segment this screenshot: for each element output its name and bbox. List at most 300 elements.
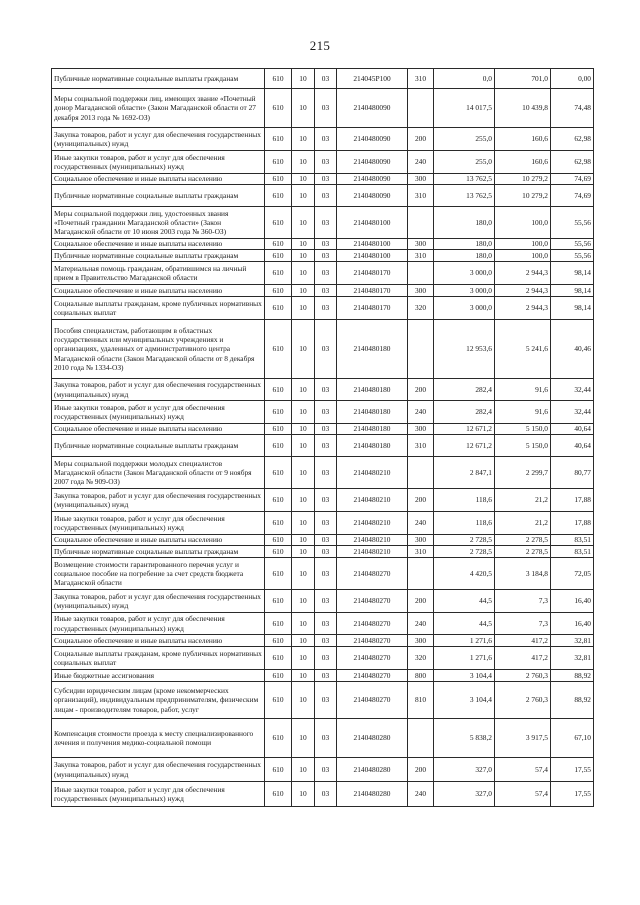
expense-type-code: 300 bbox=[408, 239, 434, 250]
section-code: 10 bbox=[292, 250, 315, 262]
subsection-code: 03 bbox=[315, 207, 337, 239]
row-name: Публичные нормативные социальные выплаты гражданам bbox=[52, 69, 265, 89]
section-code: 10 bbox=[292, 590, 315, 613]
subsection-code: 03 bbox=[315, 635, 337, 647]
execution-percent: 74,69 bbox=[551, 174, 594, 185]
target-code: 2140480270 bbox=[337, 670, 408, 682]
planned-amount: 255,0 bbox=[434, 128, 495, 151]
planned-amount: 3 104,4 bbox=[434, 682, 495, 719]
subsection-code: 03 bbox=[315, 424, 337, 435]
expense-type-code bbox=[408, 320, 434, 379]
row-name: Социальное обеспечение и иные выплаты населению bbox=[52, 635, 265, 647]
subsection-code: 03 bbox=[315, 647, 337, 670]
target-code: 2140480210 bbox=[337, 457, 408, 489]
table-row bbox=[52, 285, 594, 297]
ministry-code: 610 bbox=[265, 89, 292, 128]
executed-amount: 2 944,3 bbox=[495, 297, 551, 320]
planned-amount: 180,0 bbox=[434, 207, 495, 239]
row-name: Пособия специалистам, работающим в областных государственных или муниципальных учреждениях и организациях, удаленных от административного центра Магаданской области (Закон Магаданской области от 8 декабря 2010 года № 1334-ОЗ) bbox=[52, 320, 265, 379]
page-number: 215 bbox=[309, 38, 331, 53]
subsection-code: 03 bbox=[315, 89, 337, 128]
planned-amount: 1 271,6 bbox=[434, 647, 495, 670]
section-code: 10 bbox=[292, 719, 315, 758]
planned-amount: 118,6 bbox=[434, 489, 495, 512]
row-name: Субсидии юридическим лицам (кроме некоммерческих организаций), индивидуальным предпринимателям, физическим лицам - производителям товаров, работ, услуг bbox=[52, 682, 265, 719]
execution-percent: 62,98 bbox=[551, 128, 594, 151]
section-code: 10 bbox=[292, 635, 315, 647]
row-name: Иные закупки товаров, работ и услуг для обеспечения государственных (муниципальных) нужд bbox=[52, 151, 265, 174]
table-row bbox=[52, 758, 594, 782]
section-code: 10 bbox=[292, 262, 315, 285]
planned-amount: 2 728,5 bbox=[434, 535, 495, 546]
execution-percent: 32,44 bbox=[551, 379, 594, 401]
row-name: Закупка товаров, работ и услуг для обеспечения государственных (муниципальных) нужд bbox=[52, 489, 265, 512]
execution-percent: 40,64 bbox=[551, 435, 594, 457]
expense-type-code: 310 bbox=[408, 250, 434, 262]
execution-percent: 0,00 bbox=[551, 69, 594, 89]
target-code: 2140480270 bbox=[337, 590, 408, 613]
executed-amount: 5 150,0 bbox=[495, 424, 551, 435]
table-row bbox=[52, 185, 594, 207]
executed-amount: 3 917,5 bbox=[495, 719, 551, 758]
section-code: 10 bbox=[292, 207, 315, 239]
executed-amount: 7,3 bbox=[495, 590, 551, 613]
subsection-code: 03 bbox=[315, 682, 337, 719]
row-name: Возмещение стоимости гарантированного перечня услуг и социальное пособие на погребение за счет средств бюджета Магаданской области bbox=[52, 558, 265, 590]
execution-percent: 98,14 bbox=[551, 262, 594, 285]
planned-amount: 180,0 bbox=[434, 250, 495, 262]
expense-type-code: 300 bbox=[408, 535, 434, 546]
executed-amount: 100,0 bbox=[495, 207, 551, 239]
table-row bbox=[52, 457, 594, 489]
execution-percent: 17,88 bbox=[551, 489, 594, 512]
execution-percent: 98,14 bbox=[551, 297, 594, 320]
expense-type-code: 300 bbox=[408, 635, 434, 647]
row-name: Иные закупки товаров, работ и услуг для обеспечения государственных (муниципальных) нужд bbox=[52, 613, 265, 635]
ministry-code: 610 bbox=[265, 401, 292, 424]
subsection-code: 03 bbox=[315, 435, 337, 457]
expense-type-code: 320 bbox=[408, 647, 434, 670]
target-code: 2140480270 bbox=[337, 647, 408, 670]
row-name: Публичные нормативные социальные выплаты гражданам bbox=[52, 185, 265, 207]
target-code: 2140480090 bbox=[337, 151, 408, 174]
target-code: 2140480100 bbox=[337, 239, 408, 250]
section-code: 10 bbox=[292, 435, 315, 457]
expense-type-code: 310 bbox=[408, 435, 434, 457]
row-name: Социальное обеспечение и иные выплаты населению bbox=[52, 535, 265, 546]
row-name: Публичные нормативные социальные выплаты гражданам bbox=[52, 546, 265, 558]
expense-type-code: 240 bbox=[408, 512, 434, 535]
section-code: 10 bbox=[292, 489, 315, 512]
executed-amount: 2 278,5 bbox=[495, 546, 551, 558]
ministry-code: 610 bbox=[265, 535, 292, 546]
expense-type-code: 200 bbox=[408, 489, 434, 512]
planned-amount: 44,5 bbox=[434, 590, 495, 613]
executed-amount: 10 279,2 bbox=[495, 185, 551, 207]
executed-amount: 10 439,8 bbox=[495, 89, 551, 128]
expense-type-code bbox=[408, 457, 434, 489]
execution-percent: 62,98 bbox=[551, 151, 594, 174]
row-name: Меры социальной поддержки молодых специалистов Магаданской области (Закон Магаданской области от 9 ноября 2007 года № 909-ОЗ) bbox=[52, 457, 265, 489]
expense-type-code: 200 bbox=[408, 128, 434, 151]
row-name: Закупка товаров, работ и услуг для обеспечения государственных (муниципальных) нужд bbox=[52, 379, 265, 401]
subsection-code: 03 bbox=[315, 262, 337, 285]
expense-type-code: 200 bbox=[408, 379, 434, 401]
ministry-code: 610 bbox=[265, 670, 292, 682]
table-row bbox=[52, 379, 594, 401]
executed-amount: 2 299,7 bbox=[495, 457, 551, 489]
planned-amount: 327,0 bbox=[434, 758, 495, 782]
planned-amount: 3 000,0 bbox=[434, 262, 495, 285]
target-code: 2140480180 bbox=[337, 379, 408, 401]
expense-type-code: 320 bbox=[408, 297, 434, 320]
planned-amount: 13 762,5 bbox=[434, 174, 495, 185]
subsection-code: 03 bbox=[315, 69, 337, 89]
target-code: 2140480270 bbox=[337, 682, 408, 719]
table-row bbox=[52, 546, 594, 558]
target-code: 2140480210 bbox=[337, 489, 408, 512]
planned-amount: 12 671,2 bbox=[434, 424, 495, 435]
ministry-code: 610 bbox=[265, 262, 292, 285]
section-code: 10 bbox=[292, 379, 315, 401]
ministry-code: 610 bbox=[265, 174, 292, 185]
expense-type-code: 310 bbox=[408, 185, 434, 207]
planned-amount: 5 838,2 bbox=[434, 719, 495, 758]
row-name: Иные закупки товаров, работ и услуг для обеспечения государственных (муниципальных) нужд bbox=[52, 401, 265, 424]
expense-type-code: 240 bbox=[408, 782, 434, 807]
subsection-code: 03 bbox=[315, 320, 337, 379]
executed-amount: 91,6 bbox=[495, 379, 551, 401]
section-code: 10 bbox=[292, 151, 315, 174]
target-code: 2140480170 bbox=[337, 297, 408, 320]
executed-amount: 160,6 bbox=[495, 128, 551, 151]
section-code: 10 bbox=[292, 174, 315, 185]
expense-type-code: 300 bbox=[408, 285, 434, 297]
expense-type-code: 310 bbox=[408, 69, 434, 89]
subsection-code: 03 bbox=[315, 670, 337, 682]
execution-percent: 32,44 bbox=[551, 401, 594, 424]
target-code: 214045Р100 bbox=[337, 69, 408, 89]
planned-amount: 13 762,5 bbox=[434, 185, 495, 207]
row-name: Публичные нормативные социальные выплаты гражданам bbox=[52, 250, 265, 262]
execution-percent: 16,40 bbox=[551, 613, 594, 635]
subsection-code: 03 bbox=[315, 719, 337, 758]
target-code: 2140480210 bbox=[337, 546, 408, 558]
table-row bbox=[52, 682, 594, 719]
expense-type-code: 300 bbox=[408, 174, 434, 185]
subsection-code: 03 bbox=[315, 457, 337, 489]
table-row bbox=[52, 719, 594, 758]
subsection-code: 03 bbox=[315, 379, 337, 401]
ministry-code: 610 bbox=[265, 250, 292, 262]
executed-amount: 21,2 bbox=[495, 489, 551, 512]
expense-type-code: 800 bbox=[408, 670, 434, 682]
executed-amount: 21,2 bbox=[495, 512, 551, 535]
executed-amount: 2 278,5 bbox=[495, 535, 551, 546]
execution-percent: 98,14 bbox=[551, 285, 594, 297]
target-code: 2140480100 bbox=[337, 207, 408, 239]
executed-amount: 417,2 bbox=[495, 647, 551, 670]
row-name: Меры социальной поддержки лиц, удостоенных звания «Почетный гражданин Магаданской области» (Закон Магаданской области от 10 июня 2003 года № 360-ОЗ) bbox=[52, 207, 265, 239]
executed-amount: 701,0 bbox=[495, 69, 551, 89]
expense-type-code: 810 bbox=[408, 682, 434, 719]
table-row bbox=[52, 647, 594, 670]
planned-amount: 2 728,5 bbox=[434, 546, 495, 558]
section-code: 10 bbox=[292, 546, 315, 558]
section-code: 10 bbox=[292, 457, 315, 489]
row-name: Социальные выплаты гражданам, кроме публичных нормативных социальных выплат bbox=[52, 297, 265, 320]
ministry-code: 610 bbox=[265, 719, 292, 758]
executed-amount: 2 944,3 bbox=[495, 285, 551, 297]
executed-amount: 5 150,0 bbox=[495, 435, 551, 457]
section-code: 10 bbox=[292, 782, 315, 807]
target-code: 2140480280 bbox=[337, 782, 408, 807]
expense-type-code: 300 bbox=[408, 424, 434, 435]
ministry-code: 610 bbox=[265, 69, 292, 89]
table-row bbox=[52, 590, 594, 613]
subsection-code: 03 bbox=[315, 297, 337, 320]
ministry-code: 610 bbox=[265, 546, 292, 558]
ministry-code: 610 bbox=[265, 782, 292, 807]
table-row bbox=[52, 512, 594, 535]
table-row bbox=[52, 424, 594, 435]
planned-amount: 2 847,1 bbox=[434, 457, 495, 489]
ministry-code: 610 bbox=[265, 128, 292, 151]
ministry-code: 610 bbox=[265, 424, 292, 435]
table-row bbox=[52, 174, 594, 185]
execution-percent: 74,48 bbox=[551, 89, 594, 128]
subsection-code: 03 bbox=[315, 535, 337, 546]
row-name: Социальные выплаты гражданам, кроме публичных нормативных социальных выплат bbox=[52, 647, 265, 670]
planned-amount: 3 104,4 bbox=[434, 670, 495, 682]
table-row bbox=[52, 401, 594, 424]
section-code: 10 bbox=[292, 69, 315, 89]
row-name: Социальное обеспечение и иные выплаты населению bbox=[52, 285, 265, 297]
expense-type-code: 200 bbox=[408, 590, 434, 613]
planned-amount: 255,0 bbox=[434, 151, 495, 174]
ministry-code: 610 bbox=[265, 185, 292, 207]
target-code: 2140480090 bbox=[337, 128, 408, 151]
execution-percent: 17,88 bbox=[551, 512, 594, 535]
row-name: Социальное обеспечение и иные выплаты населению bbox=[52, 174, 265, 185]
table-row bbox=[52, 435, 594, 457]
execution-percent: 17,55 bbox=[551, 758, 594, 782]
expense-type-code bbox=[408, 719, 434, 758]
table-row bbox=[52, 613, 594, 635]
executed-amount: 160,6 bbox=[495, 151, 551, 174]
planned-amount: 12 671,2 bbox=[434, 435, 495, 457]
table-row bbox=[52, 297, 594, 320]
table-row bbox=[52, 151, 594, 174]
ministry-code: 610 bbox=[265, 151, 292, 174]
target-code: 2140480180 bbox=[337, 320, 408, 379]
section-code: 10 bbox=[292, 535, 315, 546]
execution-percent: 72,05 bbox=[551, 558, 594, 590]
subsection-code: 03 bbox=[315, 185, 337, 207]
expense-type-code: 240 bbox=[408, 401, 434, 424]
ministry-code: 610 bbox=[265, 682, 292, 719]
target-code: 2140480090 bbox=[337, 174, 408, 185]
budget-table-body bbox=[52, 69, 594, 807]
planned-amount: 14 017,5 bbox=[434, 89, 495, 128]
target-code: 2140480280 bbox=[337, 758, 408, 782]
expense-type-code: 310 bbox=[408, 546, 434, 558]
ministry-code: 610 bbox=[265, 207, 292, 239]
row-name: Закупка товаров, работ и услуг для обеспечения государственных (муниципальных) нужд bbox=[52, 590, 265, 613]
planned-amount: 3 000,0 bbox=[434, 285, 495, 297]
row-name: Социальное обеспечение и иные выплаты населению bbox=[52, 424, 265, 435]
expense-type-code: 240 bbox=[408, 613, 434, 635]
executed-amount: 57,4 bbox=[495, 758, 551, 782]
expense-type-code bbox=[408, 207, 434, 239]
row-name: Компенсация стоимости проезда к месту специализированного лечения и получения медико-социальной помощи bbox=[52, 719, 265, 758]
executed-amount: 5 241,6 bbox=[495, 320, 551, 379]
table-row bbox=[52, 250, 594, 262]
ministry-code: 610 bbox=[265, 379, 292, 401]
target-code: 2140480180 bbox=[337, 424, 408, 435]
execution-percent: 32,81 bbox=[551, 647, 594, 670]
row-name: Публичные нормативные социальные выплаты гражданам bbox=[52, 435, 265, 457]
executed-amount: 3 184,8 bbox=[495, 558, 551, 590]
section-code: 10 bbox=[292, 613, 315, 635]
row-name: Материальная помощь гражданам, обратившимся на личный прием в Правительство Магаданской области bbox=[52, 262, 265, 285]
table-row bbox=[52, 207, 594, 239]
ministry-code: 610 bbox=[265, 647, 292, 670]
section-code: 10 bbox=[292, 320, 315, 379]
ministry-code: 610 bbox=[265, 239, 292, 250]
table-row bbox=[52, 670, 594, 682]
section-code: 10 bbox=[292, 558, 315, 590]
subsection-code: 03 bbox=[315, 285, 337, 297]
target-code: 2140480170 bbox=[337, 262, 408, 285]
ministry-code: 610 bbox=[265, 320, 292, 379]
section-code: 10 bbox=[292, 128, 315, 151]
section-code: 10 bbox=[292, 758, 315, 782]
execution-percent: 16,40 bbox=[551, 590, 594, 613]
subsection-code: 03 bbox=[315, 151, 337, 174]
execution-percent: 88,92 bbox=[551, 670, 594, 682]
ministry-code: 610 bbox=[265, 590, 292, 613]
table-row bbox=[52, 558, 594, 590]
target-code: 2140480090 bbox=[337, 89, 408, 128]
row-name: Меры социальной поддержки лиц, имеющих звание «Почетный донор Магаданской области» (Закон Магаданской области от 27 декабря 2013 года № 1692-ОЗ) bbox=[52, 89, 265, 128]
planned-amount: 44,5 bbox=[434, 613, 495, 635]
target-code: 2140480270 bbox=[337, 558, 408, 590]
ministry-code: 610 bbox=[265, 758, 292, 782]
table-row bbox=[52, 782, 594, 807]
target-code: 2140480210 bbox=[337, 535, 408, 546]
target-code: 2140480090 bbox=[337, 185, 408, 207]
executed-amount: 2 760,3 bbox=[495, 682, 551, 719]
ministry-code: 610 bbox=[265, 457, 292, 489]
expense-type-code bbox=[408, 89, 434, 128]
execution-percent: 55,56 bbox=[551, 239, 594, 250]
planned-amount: 282,4 bbox=[434, 379, 495, 401]
target-code: 2140480270 bbox=[337, 635, 408, 647]
section-code: 10 bbox=[292, 647, 315, 670]
table-row bbox=[52, 128, 594, 151]
subsection-code: 03 bbox=[315, 401, 337, 424]
planned-amount: 3 000,0 bbox=[434, 297, 495, 320]
row-name: Иные закупки товаров, работ и услуг для обеспечения государственных (муниципальных) нужд bbox=[52, 782, 265, 807]
section-code: 10 bbox=[292, 401, 315, 424]
table-row bbox=[52, 635, 594, 647]
row-name: Иные бюджетные ассигнования bbox=[52, 670, 265, 682]
section-code: 10 bbox=[292, 297, 315, 320]
subsection-code: 03 bbox=[315, 239, 337, 250]
subsection-code: 03 bbox=[315, 250, 337, 262]
execution-percent: 74,69 bbox=[551, 185, 594, 207]
row-name: Закупка товаров, работ и услуг для обеспечения государственных (муниципальных) нужд bbox=[52, 758, 265, 782]
section-code: 10 bbox=[292, 285, 315, 297]
ministry-code: 610 bbox=[265, 489, 292, 512]
target-code: 2140480280 bbox=[337, 719, 408, 758]
subsection-code: 03 bbox=[315, 128, 337, 151]
table-row bbox=[52, 239, 594, 250]
expense-type-code bbox=[408, 558, 434, 590]
executed-amount: 57,4 bbox=[495, 782, 551, 807]
execution-percent: 55,56 bbox=[551, 250, 594, 262]
section-code: 10 bbox=[292, 682, 315, 719]
table-row bbox=[52, 89, 594, 128]
target-code: 2140480180 bbox=[337, 401, 408, 424]
execution-percent: 83,51 bbox=[551, 535, 594, 546]
section-code: 10 bbox=[292, 512, 315, 535]
target-code: 2140480270 bbox=[337, 613, 408, 635]
planned-amount: 282,4 bbox=[434, 401, 495, 424]
subsection-code: 03 bbox=[315, 558, 337, 590]
subsection-code: 03 bbox=[315, 590, 337, 613]
executed-amount: 100,0 bbox=[495, 250, 551, 262]
planned-amount: 0,0 bbox=[434, 69, 495, 89]
row-name: Закупка товаров, работ и услуг для обеспечения государственных (муниципальных) нужд bbox=[52, 128, 265, 151]
target-code: 2140480100 bbox=[337, 250, 408, 262]
planned-amount: 4 420,5 bbox=[434, 558, 495, 590]
expense-type-code: 200 bbox=[408, 758, 434, 782]
executed-amount: 91,6 bbox=[495, 401, 551, 424]
execution-percent: 32,81 bbox=[551, 635, 594, 647]
section-code: 10 bbox=[292, 424, 315, 435]
section-code: 10 bbox=[292, 239, 315, 250]
row-name: Социальное обеспечение и иные выплаты населению bbox=[52, 239, 265, 250]
ministry-code: 610 bbox=[265, 285, 292, 297]
planned-amount: 327,0 bbox=[434, 782, 495, 807]
execution-percent: 67,10 bbox=[551, 719, 594, 758]
target-code: 2140480210 bbox=[337, 512, 408, 535]
subsection-code: 03 bbox=[315, 174, 337, 185]
table-row bbox=[52, 262, 594, 285]
planned-amount: 12 953,6 bbox=[434, 320, 495, 379]
expense-type-code: 240 bbox=[408, 151, 434, 174]
ministry-code: 610 bbox=[265, 635, 292, 647]
section-code: 10 bbox=[292, 185, 315, 207]
executed-amount: 100,0 bbox=[495, 239, 551, 250]
subsection-code: 03 bbox=[315, 613, 337, 635]
executed-amount: 2 944,3 bbox=[495, 262, 551, 285]
ministry-code: 610 bbox=[265, 297, 292, 320]
table-row bbox=[52, 69, 594, 89]
subsection-code: 03 bbox=[315, 489, 337, 512]
executed-amount: 7,3 bbox=[495, 613, 551, 635]
ministry-code: 610 bbox=[265, 613, 292, 635]
table-row bbox=[52, 535, 594, 546]
execution-percent: 17,55 bbox=[551, 782, 594, 807]
target-code: 2140480180 bbox=[337, 435, 408, 457]
executed-amount: 2 760,3 bbox=[495, 670, 551, 682]
table-row bbox=[52, 320, 594, 379]
planned-amount: 180,0 bbox=[434, 239, 495, 250]
subsection-code: 03 bbox=[315, 782, 337, 807]
